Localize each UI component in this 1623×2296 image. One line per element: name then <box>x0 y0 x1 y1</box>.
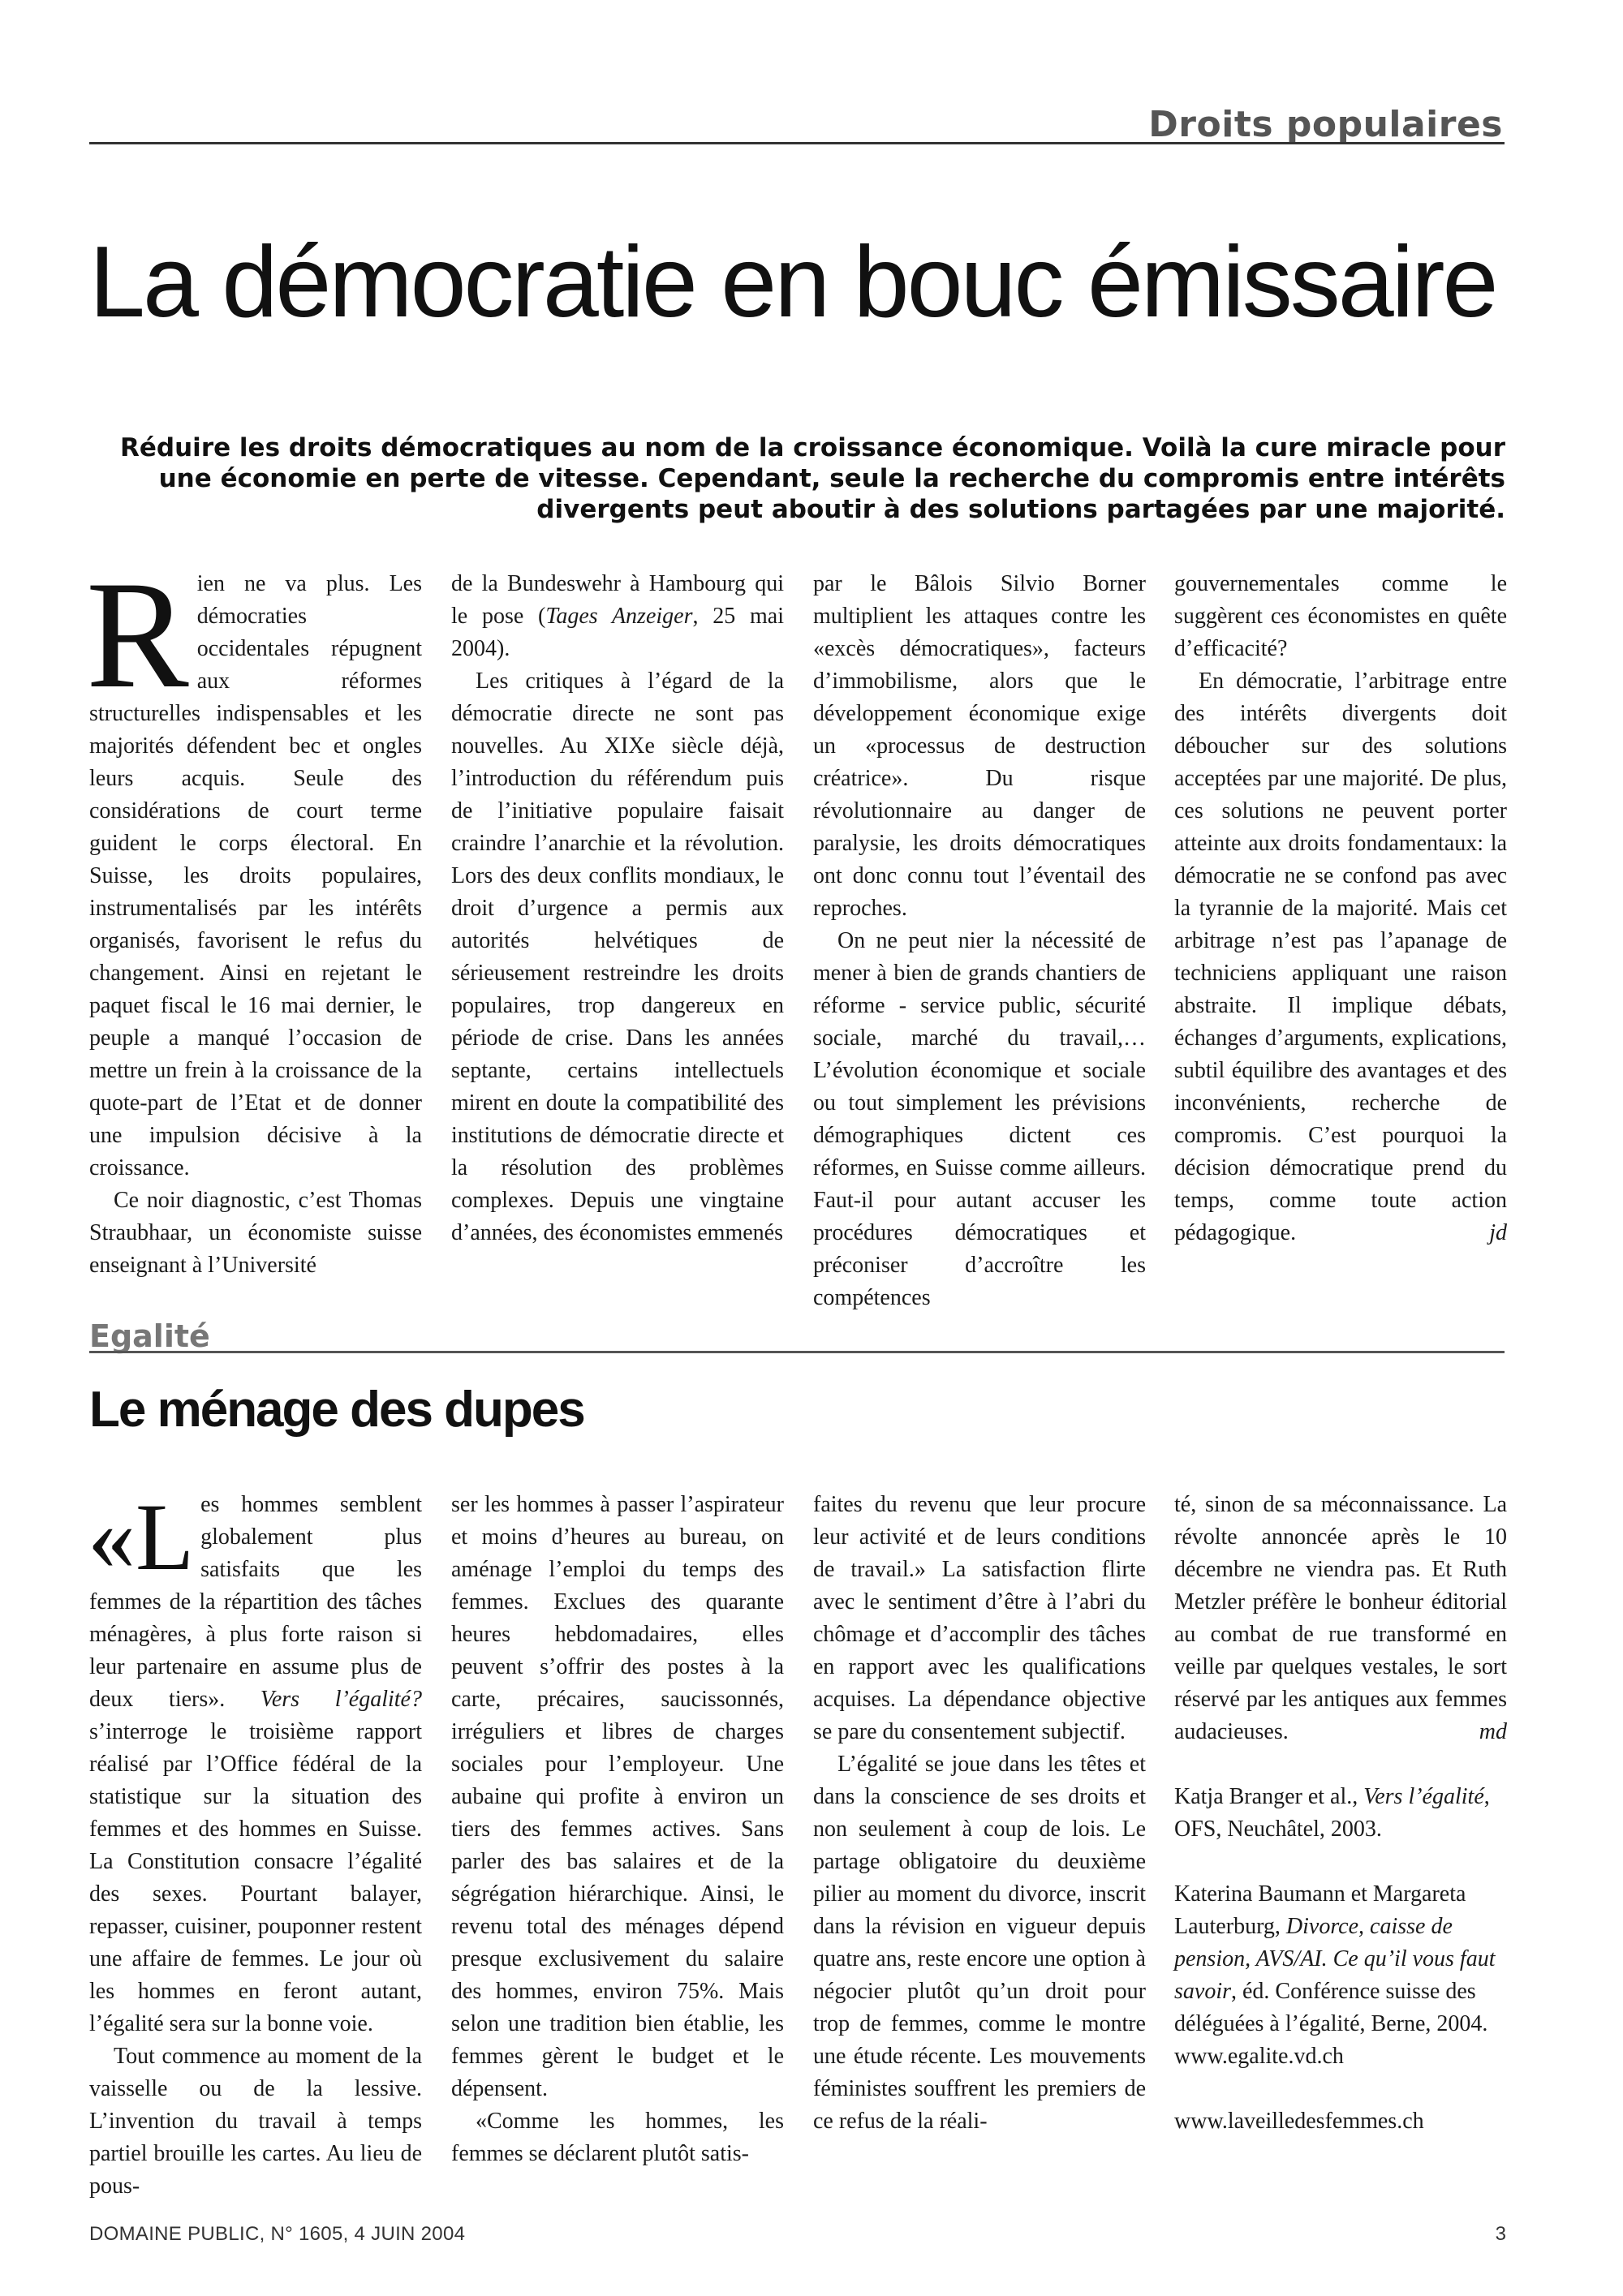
source-citation: Tages Anzeiger <box>545 604 693 629</box>
article1-column-3 <box>813 568 1146 1314</box>
article2-paragraph: ser les hommes à passer l’aspirateur et moins d’heures au bureau, on aménage l’emploi du temps des femmes. Exclues des quarante heures hebdomadaires, elles peuvent s’offrir des postes à la carte, précaires, saucissonnés, irréguliers et libres de charges sociales pour l’employeur. Une aubaine qui profite à environ un tiers des femmes actives. Sans parler des bas salaires et de la ségrégation hiérarchique. Ainsi, le revenu total des ménages dépend presque exclusivement du salaire des hommes, environ 75%. Mais selon une tradition bien établie, les femmes gèrent le budget et le dépensent. <box>451 1492 784 2101</box>
header-rule <box>89 142 1505 144</box>
article1-paragraph: par le Bâlois Silvio Borner multiplient les attaques contre les «excès démocratiques», facteurs d’immobilisme, alors que le développement économique exige un «processus de destruction créatrice». Du risque révolutionnaire au danger de paralysie, les droits démocratiques ont donc connu tout l’éventail des reproches. <box>813 571 1146 921</box>
article-lead: Réduire les droits démocratiques au nom de la croissance économique. Voilà la cure miracle pour une économie en perte de vitesse. Cependant, seule la recherche du compromis entre intérêts divergents peut aboutir à des solutions partagées par une majorité. <box>120 433 1505 524</box>
reference-title: Vers l’égalité <box>1363 1784 1484 1809</box>
article1-paragraph: Ce noir diagnostic, c’est Thomas Straubhaar, un économiste suisse enseignant à l’Université <box>89 1188 422 1278</box>
article2-paragraph <box>88 1484 422 2040</box>
article1-column-1 <box>86 550 422 1282</box>
article-headline: La démocratie en bouc émissaire <box>89 226 1496 338</box>
reference-item <box>1174 1781 1507 1846</box>
article1-text: de la Bundeswehr à Hambourg qui le pose ( <box>451 571 784 629</box>
article2-text: s’interroge le troisième rapport réalisé par l’Office fédéral de la statistique sur la situation des femmes et des hommes en Suisse. La Constitution consacre l’égalité des sexes. Pourtant balayer, repasser, cuisiner, pouponner restent une affaire de femmes. Le jour où les hommes en feront autant, l’égalité sera sur la bonne voie. <box>89 1719 422 2036</box>
article1-text: En démocratie, l’arbitrage entre des intérêts divergents doit déboucher sur des solutions acceptées par une majorité. De plus, ces solutions ne peuvent porter atteinte aux droits fondamentaux: la démocratie ne se confond pas avec la tyrannie de la majorité. Mais cet arbitrage n’est pas l’apanage de techniciens appliquant une raison abstraite. Il implique débats, échanges d’arguments, explications, subtil équilibre des avantages et des inconvénients, recherche de compromis. C’est pourquoi la décision démocratique prend du temps, comme toute action pédagogique. <box>1174 669 1507 1245</box>
article1-paragraph <box>1174 665 1507 1249</box>
article1-paragraph: gouvernementales comme le suggèrent ces économistes en quête d’efficacité? <box>1174 571 1507 661</box>
article1-column-4 <box>1174 568 1507 1249</box>
article2-column-2 <box>451 1489 784 2170</box>
section-label: Droits populaires <box>1148 104 1503 145</box>
article1-text: , 25 mai 2004). <box>451 604 784 661</box>
author-signature: jd <box>1489 1220 1507 1245</box>
footer-publication: DOMAINE PUBLIC, N° 1605, 4 JUIN 2004 <box>89 2223 466 2245</box>
article1-paragraph <box>451 568 784 665</box>
section-label: Egalité <box>89 1318 210 1354</box>
reference-text: , éd. Conférence suisse des déléguées à l’égalité, Berne, 2004. <box>1174 1979 1488 2036</box>
reference-text: Katja Branger et al., <box>1174 1784 1364 1809</box>
article2-text: té, sinon de sa méconnaissance. La révolte annoncée après le 10 décembre ne viendra pas. Et Ruth Metzler préfère le bonheur éditorial au combat de rue transformé en veille par quelques vestales, le sort réservé par les antiques aux femmes audacieuses. <box>1174 1492 1507 1744</box>
article2-paragraph: Tout commence au moment de la vaisselle ou de la lessive. L’invention du travail à temps partiel brouille les cartes. Au lieu de pous- <box>89 2044 422 2199</box>
article1-paragraph: Les critiques à l’égard de la démocratie directe ne sont pas nouvelles. Au XIXe siècle déjà, l’introduction du référendum puis de l’initiative populaire faisait craindre l’anarchie et la révolution. Lors des deux conflits mondiaux, le droit d’urgence a permis aux autorités helvétiques de sérieusement restreindre les droits populaires, trop dangereux en période de crise. Dans les années septante, certains intellectuels mirent en doute la compatibilité des institutions de démocratie directe et la résolution des problèmes complexes. Depuis une vingtaine d’années, des économistes emmenés <box>451 669 784 1245</box>
article2-paragraph: L’égalité se joue dans les têtes et dans la conscience de ses droits et non seulement à coup de lois. Le partage obligatoire du deuxième pilier au moment du divorce, inscrit dans la révision en vigueur depuis quatre ans, reste encore une option à négocier plutôt qu’un droit pour trop de femmes, comme le montre une étude récente. Les mouvements féministes souffrent les premiers de ce refus de la réali- <box>813 1752 1146 2134</box>
section-rule <box>89 1351 1505 1353</box>
reference-title: Divorce, caisse de pension, AVS/AI. Ce qu’il vous faut savoir <box>1174 1914 1496 2004</box>
article1-text: ien ne va plus. Les démocraties occidentales répugnent aux réformes structurelles indispensables et les majorités défendent bec et ongles leurs acquis. Seule des considérations de court terme guident le corps électoral. En Suisse, les droits populaires, instrumentalisés par les intérêts organisés, favorisent le refus du changement. Ainsi en rejetant le paquet fiscal le 16 mai dernier, le peuple a manqué l’occasion de mettre un frein à la croissance de la quote-part de l’Etat et de donner une impulsion décisive à la croissance. <box>89 571 422 1180</box>
reference-link[interactable]: www.laveilledesfemmes.ch <box>1174 2109 1424 2134</box>
article2-column-4 <box>1174 1489 1507 2138</box>
reference-text: Katerina Baumann et Margareta Lauterburg, <box>1174 1881 1466 1939</box>
drop-cap: R <box>86 550 189 720</box>
article2-paragraph <box>1174 1489 1507 1748</box>
spacer <box>1174 2073 1507 2105</box>
author-signature: md <box>1479 1719 1507 1744</box>
article2-column-3 <box>813 1489 1146 2138</box>
article2-text: es hommes semblent globalement plus satisfaits que les femmes de la répartition des tâches ménagères, à plus forte raison si leur partenaire en assume plus de deux tiers». <box>89 1492 422 1712</box>
page-number: 3 <box>1495 2223 1506 2245</box>
article1-paragraph: On ne peut nier la nécessité de mener à bien de grands chantiers de réforme - service public, sécurité sociale, marché du travail,… L’évolution économique et sociale ou tout simplement les prévisions démographiques dictent ces réformes, en Suisse comme ailleurs. Faut-il pour autant accuser les procédures démocratiques et préconiser d’accroître les compétences <box>813 928 1146 1310</box>
reference-text: , OFS, Neuchâtel, 2003. <box>1174 1784 1490 1842</box>
article1-paragraph <box>86 550 422 1185</box>
spacer <box>1174 1748 1507 1781</box>
spacer <box>1174 1846 1507 1878</box>
article2-column-1 <box>88 1484 422 2203</box>
article-headline: Le ménage des dupes <box>89 1382 584 1438</box>
article1-column-2 <box>451 568 784 1249</box>
reference-link[interactable]: www.egalite.vd.ch <box>1174 2044 1344 2069</box>
drop-cap: «L <box>88 1484 195 1590</box>
reference-item <box>1174 1878 1507 2040</box>
report-title: Vers l’égalité? <box>260 1687 422 1712</box>
article2-paragraph: faites du revenu que leur procure leur activité et de leurs conditions de travail.» La satisfaction flirte avec le sentiment d’être à l’abri du chômage et d’accomplir des tâches en rapport avec les qualifications acquises. La dépendance objective se pare du consentement subjectif. <box>813 1492 1146 1744</box>
article2-paragraph: «Comme les hommes, les femmes se déclarent plutôt satis- <box>451 2109 784 2166</box>
